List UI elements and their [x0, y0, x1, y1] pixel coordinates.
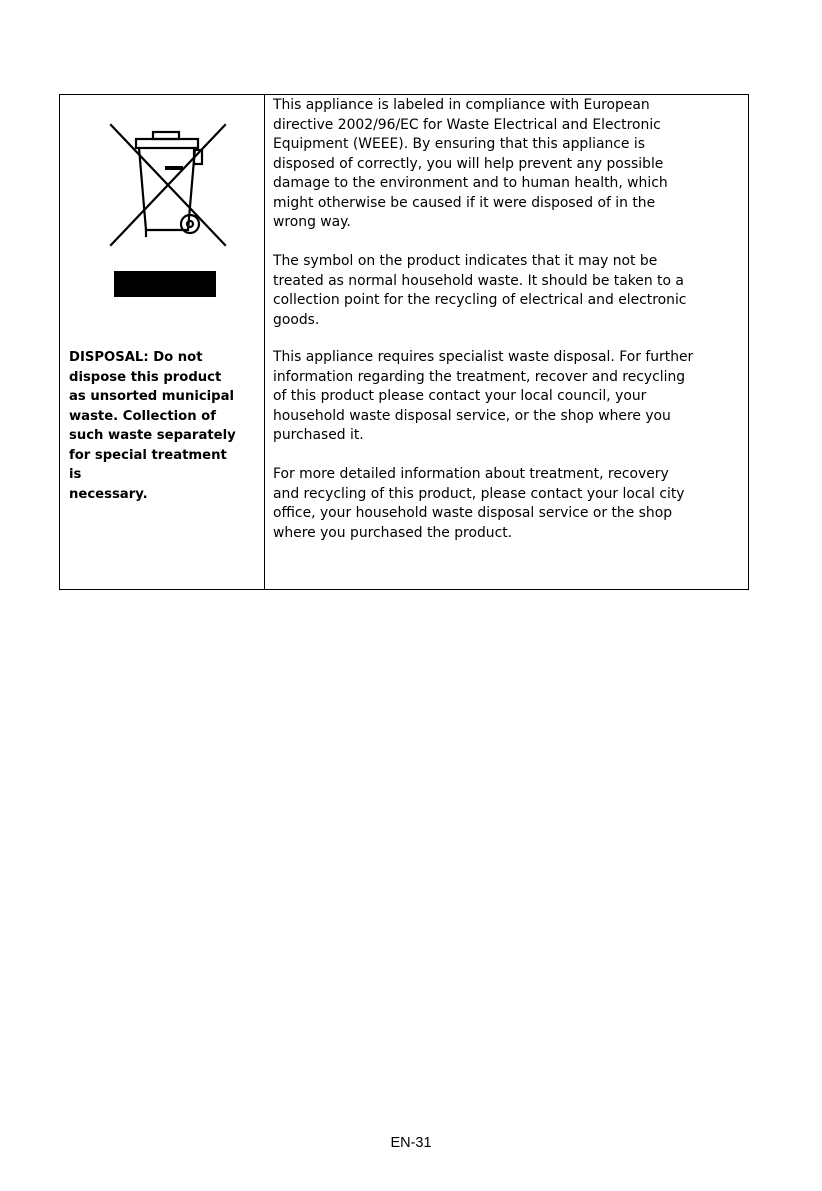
- solid-black-bar: [114, 271, 216, 297]
- column-divider: [264, 95, 265, 589]
- symbol-column: [60, 95, 264, 589]
- specialist-disposal-paragraph: This appliance requires specialist waste disposal. For further information regarding the treatment, recover and recycling of this product please contact your local council, your household waste disposal service, or the shop where you purchased it.: [273, 349, 694, 443]
- weee-disposal-table: [59, 94, 749, 590]
- symbol-meaning-paragraph: The symbol on the product indicates that it may not be treated as normal household waste. It should be taken to a collection point for the recycling of electrical and electronic goods.: [273, 253, 687, 328]
- disposal-warning-text: DISPOSAL: Do not dispose this product as unsorted municipal waste. Collection of such waste separately for special treatment is necessary.: [69, 350, 236, 502]
- page-number: EN-31: [390, 1135, 432, 1151]
- more-information-paragraph: For more detailed information about treatment, recovery and recycling of this product, please contact your local city office, your household waste disposal service or the shop where you purchased the product.: [273, 466, 685, 541]
- crossed-out-wheelie-bin-icon: [108, 122, 228, 248]
- weee-compliance-paragraph: This appliance is labeled in compliance with European directive 2002/96/EC for Waste Electrical and Electronic Equipment (WEEE). By ensuring that this appliance is disposed of correctly, you will help prevent any possible damage to the environment and to human health, which might otherwise be caused if it were disposed of in the wrong way.: [273, 97, 668, 230]
